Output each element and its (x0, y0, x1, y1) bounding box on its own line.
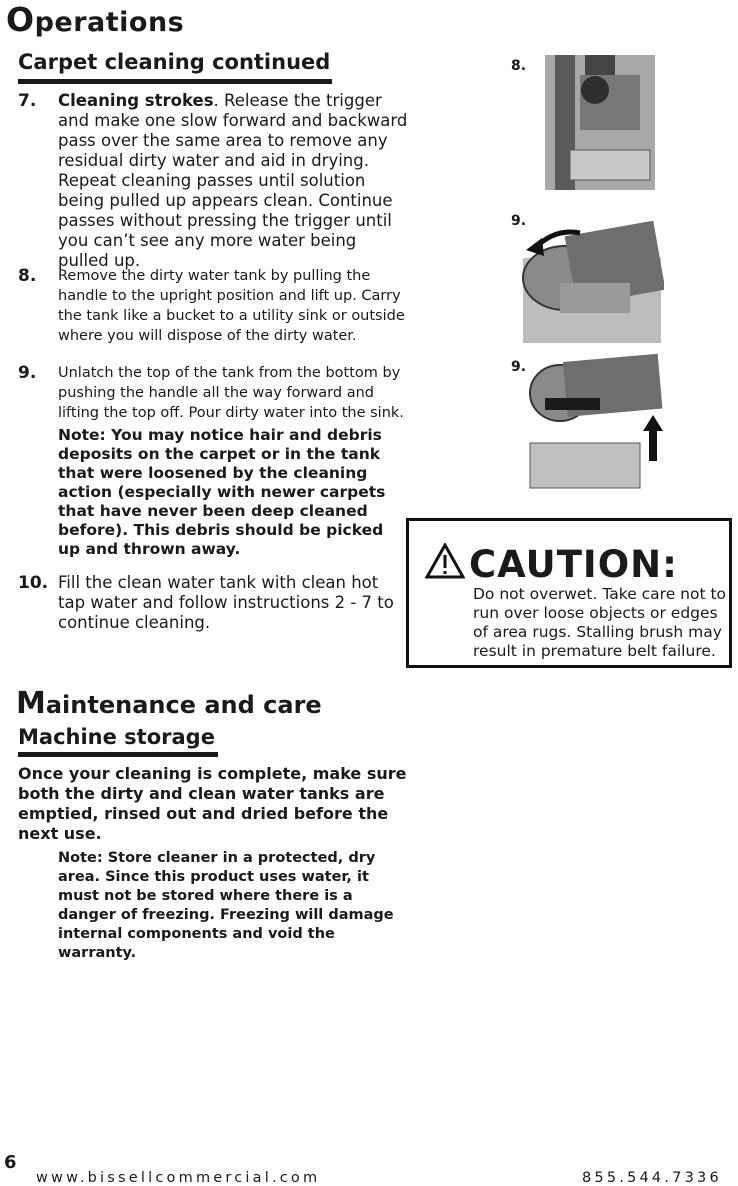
figure-8-illustration (540, 55, 660, 190)
figure-9a-illustration (520, 208, 664, 343)
page-title: Operations (6, 0, 185, 39)
carpet-cleaning-underline (18, 79, 332, 84)
caution-text: Do not overwet. Take care not to run over loose objects or edges of area rugs. Stalling brush may result in premature belt failure. (473, 585, 727, 660)
figure-9b-label: 9. (511, 359, 527, 375)
machine-storage-underline (18, 752, 218, 757)
warning-triangle-icon (425, 543, 465, 579)
step-10: 10. Fill the clean water tank with clean hot tap water and follow instructions 2 - 7 to continue cleaning. (18, 573, 394, 632)
figure-9a-label: 9. (511, 213, 527, 229)
carpet-cleaning-heading: Carpet cleaning continued (18, 50, 331, 74)
caution-title: CAUTION: (469, 543, 678, 586)
step-9: 9. Unlatch the top of the tank from the bottom by pushing the handle all the way forward and lifting the top off. Pour dirty water into the sink. (18, 363, 404, 421)
maintenance-heading: Maintenance and care (16, 686, 322, 721)
storage-note: Note: Store cleaner in a protected, dry area. Since this product uses water, it must not be stored where there is a danger of freezing. Freezing will damage internal components and void the warranty. (58, 850, 394, 961)
caution-box (406, 518, 732, 668)
step-7: 7. Cleaning strokes. Release the trigger and make one slow forward and backward pass over the same area to remove any residual dirty water and aid in drying. Repeat cleaning passes until solution being pulled up appears clean. Continue passes without pressing the trigger until you can’t see any more water being pulled up. (18, 91, 408, 270)
step-8: 8. Remove the dirty water tank by pulling the handle to the upright position and lift up. Carry the tank like a bucket to a utility sink or outside where you will dispose of the dirty water. (18, 266, 405, 344)
footer-phone: 855.544.7336 (582, 1170, 722, 1186)
storage-lead-text: Once your cleaning is complete, make sure both the dirty and clean water tanks are emptied, rinsed out and dried before the next use. (18, 764, 407, 843)
figure-9b-illustration (525, 353, 670, 493)
debris-note: Note: You may notice hair and debris deposits on the carpet or in the tank that were loosened by the cleaning action (especially with newer carpets that have never been deep cleaned before). This debris should be picked up and thrown away. (58, 426, 386, 558)
footer-url: www.bissellcommercial.com (36, 1170, 321, 1186)
page-number: 6 (4, 1152, 17, 1173)
machine-storage-heading: Machine storage (18, 725, 215, 749)
figure-8-label: 8. (511, 58, 527, 74)
